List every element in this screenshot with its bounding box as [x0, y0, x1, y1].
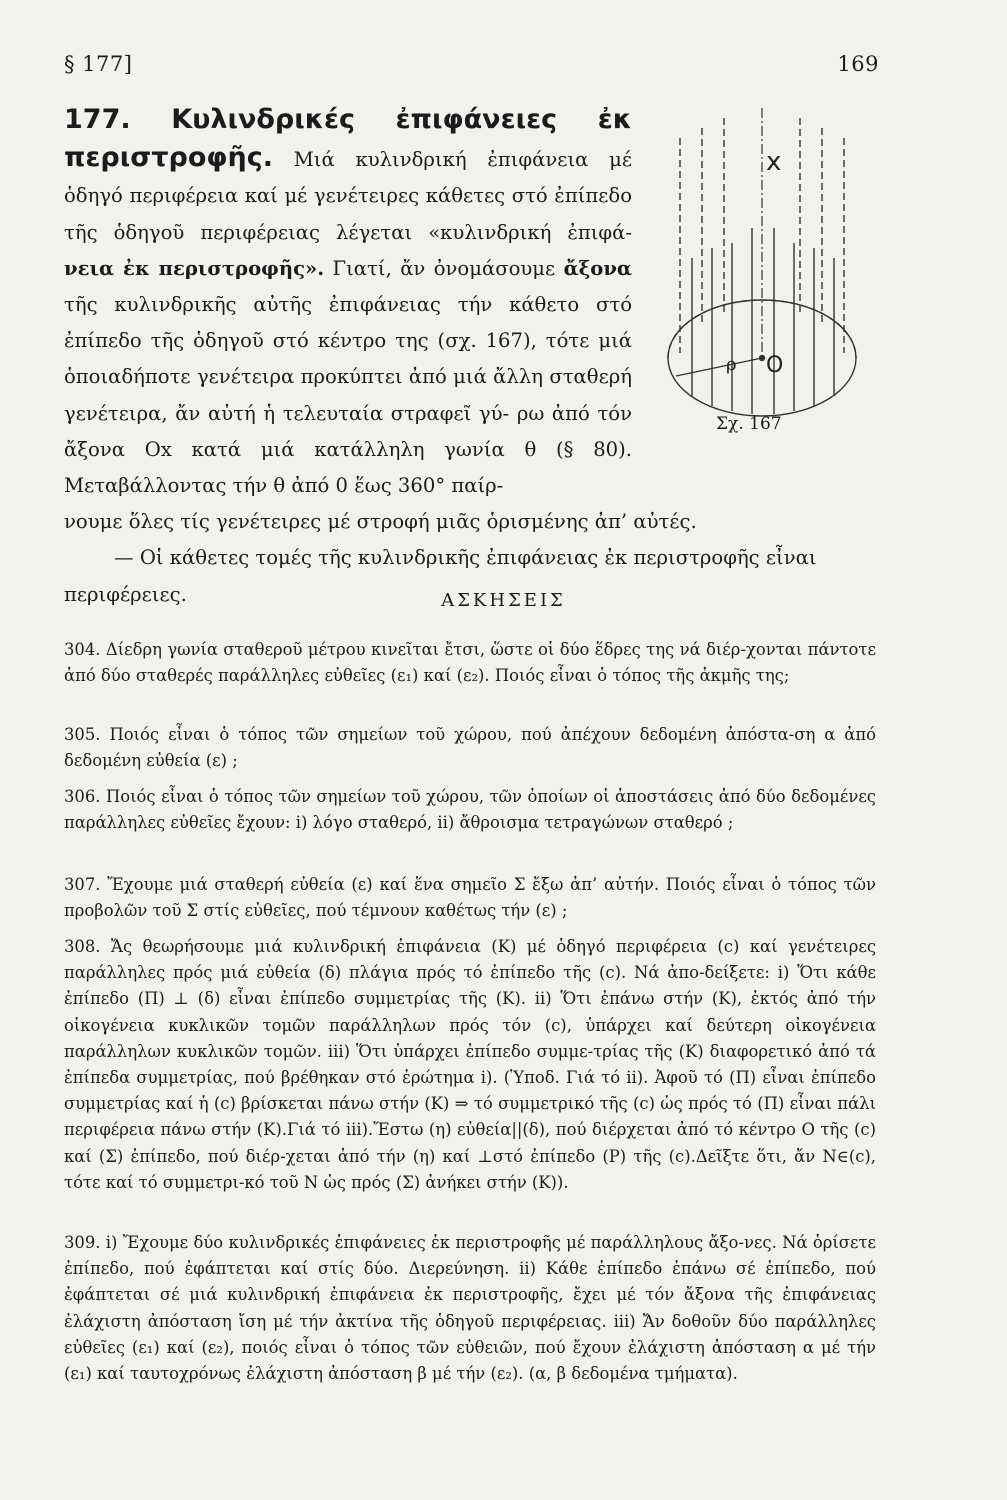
text-line: τῆς κυλινδρικῆς αὐτῆς ἐπιφάνειας τήν κάθετο στό [64, 293, 632, 317]
axis-label: x [766, 147, 782, 177]
section-paragraph [64, 102, 632, 504]
text-line-emphasis: νεια ἐκ περιστροφῆς». [64, 256, 325, 280]
text-line: περιφέρειες. [64, 582, 187, 606]
exercise-item: 309. i) Ἔχουμε δύο κυλινδρικές ἐπιφάνειες ἐκ περιστροφῆς μέ παράλληλους ἄξο-νες. Νά ὁρίσετε ἐπίπεδο, πού ἐφάπτεται καί στίς δύο. Διερεύνηση. ii) Κάθε ἐπίπεδο ἐπάνω σέ ἐπίπεδο, πού ἐφάπτεται σέ μιά κυλινδρική ἐπιφάνεια ἐκ περιστροφῆς, ἔχει μέ τόν ἄξονα τῆς ἐπιφάνειας ἐλάχιστη ἀπόσταση ἴση μέ τήν ἀκτίνα τῆς ὁδηγοῦ περιφέρειας. iii) Ἄν δοθοῦν δύο παράλληλες εὐθεῖες (ε₁) καί (ε₂), ποιός εἶναι ὁ τόπος τῶν εὐθειῶν, πού ἔχουν ἐλάχιστη ἀπόσταση α μέ τήν (ε₁) καί ταυτοχρόνως ἐλάχιστη ἀπόσταση β μέ τήν (ε₂). (α, β δεδομένα τμήματα). [64, 1233, 876, 1384]
exercise-item: 304. Δίεδρη γωνία σταθεροῦ μέτρου κινεῖται ἔτσι, ὥστε οἱ δύο ἕδρες της νά διέρ-χονται πάντοτε ἀπό δύο σταθερές παράλληλες εὐθεῖες (ε₁) καί (ε₂). Ποιός εἶναι ὁ τόπος τῆς ἀκμῆς της; [64, 640, 876, 686]
center-label: O [766, 353, 784, 378]
text-line: τῆς ὁδηγοῦ περιφέρειας λέγεται «κυλινδρική ἐπιφά- [64, 220, 632, 244]
term-axis: ἄξονα [563, 256, 633, 280]
text-line: ἐπίπεδο τῆς ὁδηγοῦ στό κέντρο της (σχ. 167), τότε [64, 329, 590, 353]
text-line: περιφέρεια καί μέ γενέτειρες κάθετες στό ἐπίπεδο [129, 184, 633, 208]
text-line: νουμε ὅλες τίς γενέτειρες μέ στροφή μιᾶς ὁρισμένης ἀπ’ αὐτές. [64, 510, 697, 534]
cylinder-figure [662, 108, 862, 448]
text-line: μιά ὁποιαδήποτε γενέτειρα προκύπτει ἀπό μιά ἄλλη [64, 329, 632, 389]
text-line: (§ 80). Μεταβάλλοντας τήν θ ἀπό 0 ἕως 360° παίρ- [64, 437, 632, 498]
text-line: σταθερή γενέτειρα, ἄν αὐτή ἡ τελευταία στραφεῖ γύ- [64, 365, 632, 425]
exercise-item: 308. Ἄς θεωρήσουμε μιά κυλινδρική ἐπιφάνεια (Κ) μέ ὁδηγό περιφέρεια (c) καί γενέτειρες παράλληλες πρός μιά εὐθεία (δ) πλάγια πρός τό ἐπίπεδο τῆς (c). Νά ἀπο-δείξετε: i) Ὅτι κάθε ἐπίπεδο (Π) ⊥ (δ) εἶναι ἐπίπεδο συμμετρίας τῆς (Κ). ii) Ὅτι ἐπάνω στήν (Κ), ἐκτός ἀπό τήν οἰκογένεια κυκλικῶν τομῶν παράλληλων πρός τόν (c), ὑπάρχει καί δεύτερη οἰκογένεια παράλληλων κυκλικῶν τομῶν. iii) Ὅτι ὑπάρχει ἐπίπεδο συμμε-τρίας τῆς (Κ) διαφορετικό ἀπό τά ἐπίπεδα συμμετρίας, πού βρέθηκαν στό ἐρώτημα i). (Ὑποδ. Γιά τό ii). Ἀφοῦ τό (Π) εἶναι ἐπίπεδο συμμετρίας καί ἡ (c) βρίσκεται πάνω στήν (Κ) ⇒ τό συμμετρικό τῆς (c) ὡς πρός τό (Π) εἶναι πάλι περιφέρεια πάνω στήν (Κ).Γιά τό iii).Ἔστω (η) εὐθεία||(δ), πού διέρχεται ἀπό τό κέντρο Ο τῆς (c) καί (Σ) ἐπίπεδο, πού διέρ-χεται ἀπό τήν (η) καί ⊥στό ἐπίπεδο (Ρ) τῆς (c).Δεῖξτε ὅτι, ἄν Ν∈(c), τότε καί τό συμμετρι-κό τοῦ Ν ὡς πρός (Σ) ἀνήκει στήν (Κ)). [64, 937, 876, 1192]
page-number: 169 [837, 52, 879, 76]
exercise-item: 305. Ποιός εἶναι ὁ τόπος τῶν σημείων τοῦ χώρου, πού ἀπέχουν δεδομένη ἀπόστα-ση α ἀπό δεδομένη εὐθεία (ε) ; [64, 725, 876, 771]
text-line: ρω ἀπό τόν ἄξονα Ox κατά μιά κατάλληλη γωνία θ [64, 401, 633, 461]
exercises-heading: ΑΣΚΗΣΕΙΣ [441, 590, 566, 611]
section-reference: § 177] [64, 52, 133, 76]
exercise-item: 307. Ἔχουμε μιά σταθερή εὐθεία (ε) καί ἕνα σημεῖο Σ ἔξω ἀπ’ αὐτήν. Ποιός εἶναι ὁ τόπος τῶν προβολῶν τοῦ Σ στίς εὐθεῖες, πού τέμνουν καθέτως τήν (ε) ; [64, 875, 876, 921]
text-line: Γιατί, ἄν ὀνομάσουμε [332, 256, 556, 280]
text-line: Μιά κυλινδρική ἐπιφάνεια μέ ὁδηγό [64, 148, 632, 208]
section-title: 177. Κυλινδρικές ἐπιφάνειες ἐκ περιστροφῆς. [64, 104, 632, 174]
center-point [760, 356, 765, 361]
figure-caption: Σχ. 167 [716, 414, 782, 434]
radius-label: ρ [726, 354, 737, 375]
radius-line [676, 358, 762, 376]
exercise-item: 306. Ποιός εἶναι ὁ τόπος τῶν σημείων τοῦ χώρου, τῶν ὁποίων οἱ ἀποστάσεις ἀπό δύο δεδομένες παράλληλες εὐθεῖες ἔχουν: i) λόγο σταθερό, ii) ἄθροισμα τετραγώνων σταθερό ; [64, 787, 876, 833]
text-line: — Οἱ κάθετες τομές τῆς κυλινδρικῆς ἐπιφάνειας ἐκ περιστροφῆς εἶναι [114, 546, 817, 570]
